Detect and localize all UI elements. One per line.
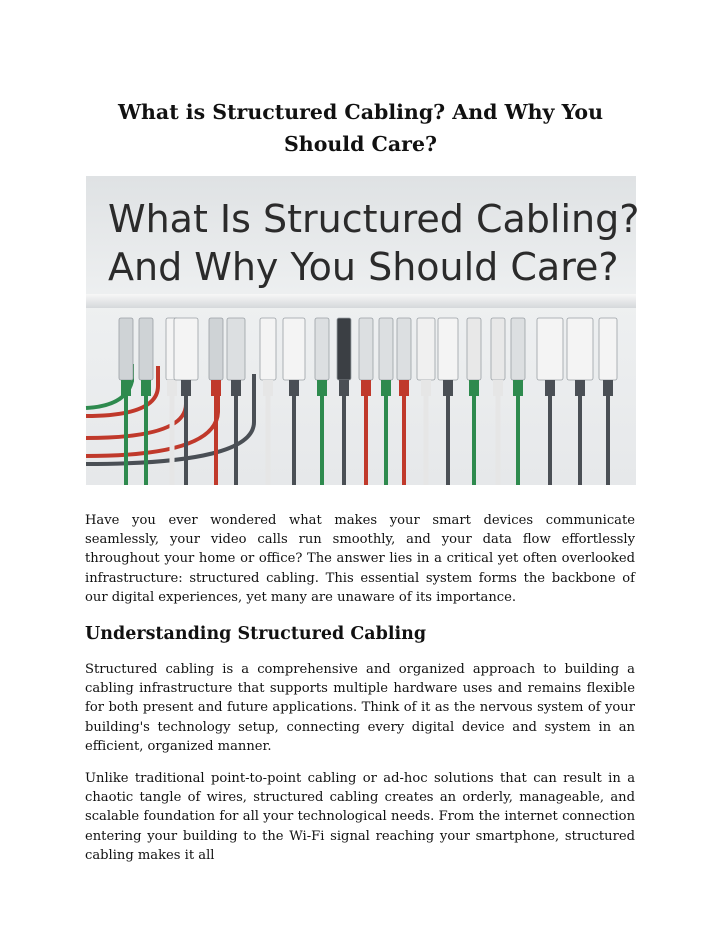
cable-boot bbox=[469, 380, 479, 396]
cable-boot bbox=[399, 380, 409, 396]
cable-boot bbox=[289, 380, 299, 396]
intro-paragraph: Have you ever wondered what makes your smart devices communicate seamlessly, your video calls run smoothly, and your data flow effortlessly throughout your home or office? The answer lies in a critical yet often overlooked infrastructure: structured cabling. This essential system forms the backbone of our digital experiences, yet many are unaware of its importance. bbox=[85, 513, 635, 605]
cable-connector bbox=[139, 318, 153, 380]
cable-boot bbox=[231, 380, 241, 396]
cable-boot bbox=[421, 380, 431, 396]
cable-connector bbox=[227, 318, 245, 380]
hero-heading-line1: What Is Structured Cabling? bbox=[108, 197, 640, 241]
cable-connector bbox=[209, 318, 223, 380]
cable-boot bbox=[167, 380, 177, 396]
cable-boot bbox=[141, 380, 151, 396]
cable-boot bbox=[513, 380, 523, 396]
cable-boot bbox=[443, 380, 453, 396]
cable-connector bbox=[379, 318, 393, 380]
cable-connector bbox=[359, 318, 373, 380]
cable-connector bbox=[417, 318, 435, 380]
cable-boot bbox=[361, 380, 371, 396]
cable-connector bbox=[397, 318, 411, 380]
cable-connector bbox=[337, 318, 351, 380]
document-title: What is Structured Cabling? And Why You Should Care? bbox=[117, 100, 603, 156]
cable-connector bbox=[315, 318, 329, 380]
cable-connector bbox=[599, 318, 617, 380]
cable-connector bbox=[438, 318, 458, 380]
cable-boot bbox=[263, 380, 273, 396]
structured-cabling-illustration bbox=[86, 176, 640, 485]
cable-connector bbox=[260, 318, 276, 380]
cable-connector bbox=[467, 318, 481, 380]
cable-boot bbox=[181, 380, 191, 396]
cable-connector bbox=[537, 318, 563, 380]
cable-connector bbox=[511, 318, 525, 380]
cable-boot bbox=[121, 380, 131, 396]
hero-image bbox=[86, 176, 640, 485]
hero-heading-line2: And Why You Should Care? bbox=[108, 245, 619, 289]
cable-boot bbox=[545, 380, 555, 396]
cable-boot bbox=[381, 380, 391, 396]
cable-connector bbox=[283, 318, 305, 380]
cable-boot bbox=[603, 380, 613, 396]
cable-connector bbox=[119, 318, 133, 380]
cable-connector bbox=[491, 318, 505, 380]
cable-connector bbox=[174, 318, 198, 380]
section-paragraph: Unlike traditional point-to-point cabling or ad-hoc solutions that can result in a chaotic tangle of wires, structured cabling creates an orderly, manageable, and scalable foundation for all your technological needs. From the internet connection entering your building to the Wi-Fi signal reaching your smartphone, structured cabling makes it all bbox=[85, 771, 635, 863]
cable-boot bbox=[493, 380, 503, 396]
section-heading: Understanding Structured Cabling bbox=[85, 624, 427, 644]
cable-boot bbox=[575, 380, 585, 396]
cable-connector bbox=[567, 318, 593, 380]
cable-boot bbox=[339, 380, 349, 396]
cable-boot bbox=[317, 380, 327, 396]
section-paragraph: Structured cabling is a comprehensive and organized approach to building a cabling infrastructure that supports multiple hardware uses and remains flexible for both present and future applications. Think of it as the nervous system of your building's technology setup, connecting every digital device and system in an efficient, organized manner. bbox=[85, 662, 635, 754]
cable-boot bbox=[211, 380, 221, 396]
